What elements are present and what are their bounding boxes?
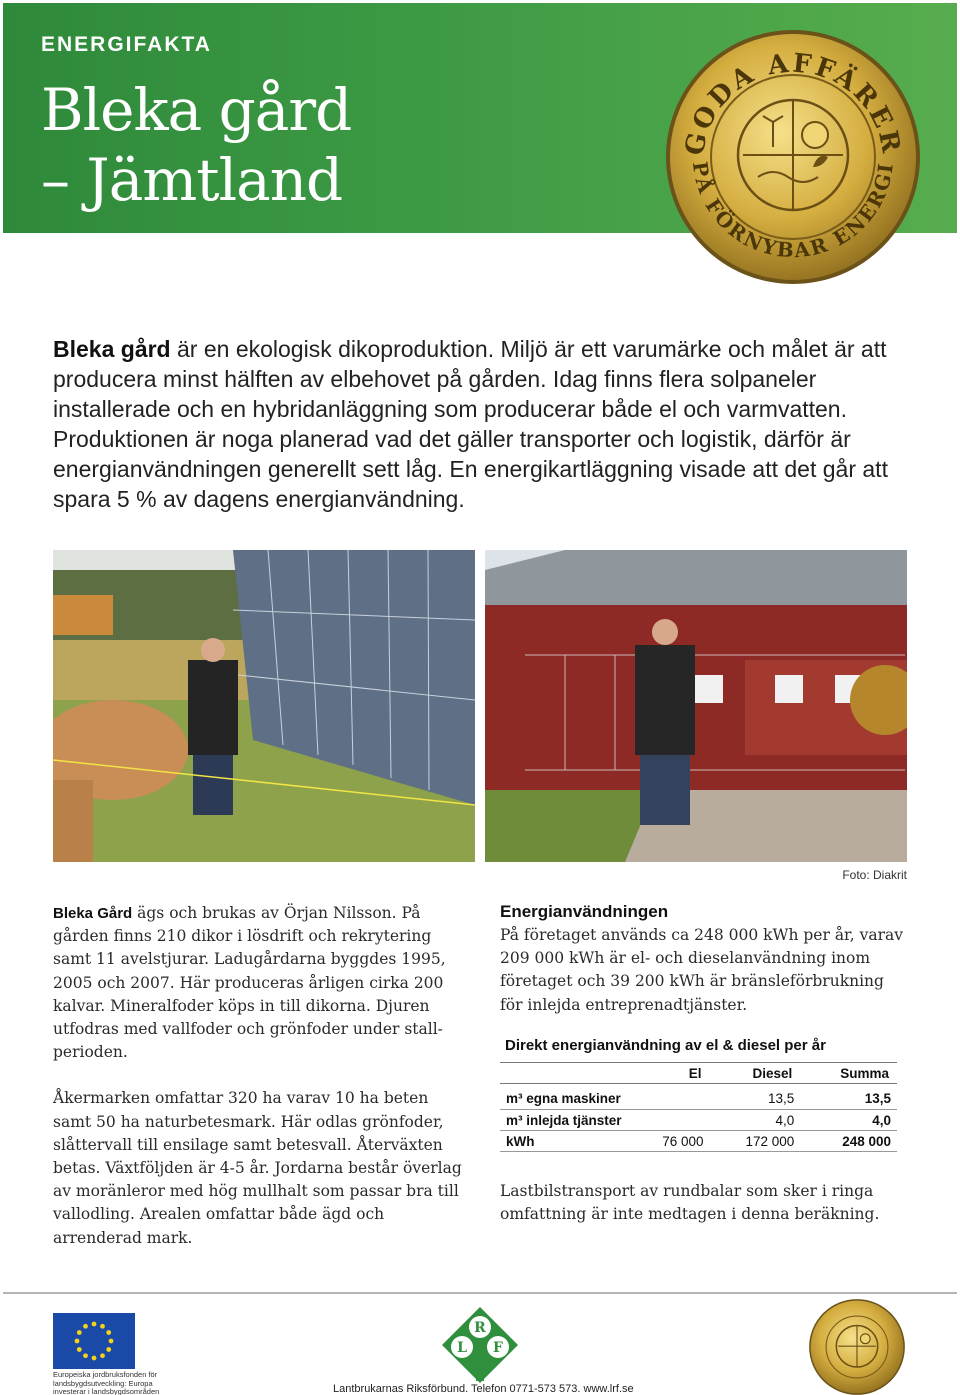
left-column xyxy=(53,902,463,1250)
eu-star-icon xyxy=(83,1353,88,1358)
farm-paragraph xyxy=(53,902,463,1064)
energy-table xyxy=(500,1062,897,1152)
table-row xyxy=(500,1089,897,1110)
badge-top-text: GODA AFFÄRER xyxy=(679,48,907,158)
eu-star-icon xyxy=(106,1347,111,1352)
column-header: Summa xyxy=(800,1063,897,1084)
page-title: Bleka gård xyxy=(41,76,352,144)
eu-star-icon xyxy=(83,1324,88,1329)
footer-divider xyxy=(3,1292,957,1294)
eu-flag-logo xyxy=(53,1313,135,1369)
page-subtitle: – Jämtland xyxy=(41,146,343,214)
table-row xyxy=(500,1110,897,1131)
right-column xyxy=(500,902,910,1017)
column-header: El xyxy=(630,1063,710,1084)
eu-star-icon xyxy=(100,1324,105,1329)
photo-solar-cattle xyxy=(53,550,475,862)
eu-star-icon xyxy=(77,1347,82,1352)
badge-bottom-text: PÅ FÖRNYBAR ENERGI xyxy=(687,159,898,263)
transport-note: Lastbilstransport av rundbalar som sker i ringa omfattning är inte medtagen i denna beräkning. xyxy=(500,1182,880,1224)
intro-text: är en ekologisk dikoproduktion. Miljö är ett varumärke och målet är att producera minst hälften av elbehovet på gården. Idag finns flera solpaneler installerade och en hybridanläggning som producerar både el och varmvatten. Produktionen är noga planerad vad det gäller transporter och logistik, därför är energianvändningen generellt sett låg. En energikartläggning visade att det går att spara 5 % av dagens energianvändning. xyxy=(53,336,888,512)
column-header xyxy=(500,1063,630,1084)
lrf-letter-r: R xyxy=(474,1320,486,1336)
farm-text: ägs och brukas av Örjan Nilsson. På gården finns 210 dikor i lösdrift och rekrytering samt 11 avelstjurar. Ladugårdarna byggdes 1995, 2005 och 2007. Här produceras årligen cirka 200 kalvar. Mineralfoder köps in till dikorna. Djuren utfodras med vallfoder och grönfoder under stallperioden. xyxy=(53,904,446,1062)
intro-paragraph xyxy=(53,334,913,514)
kicker: ENERGIFAKTA xyxy=(41,33,212,56)
land-paragraph: Åkermarken omfattar 320 ha varav 10 ha beten samt 50 ha naturbetesmark. Här odlas grönfoder, slåttervall till ensilage samt betesvall. Återväxten betas. Växtföljden är 4-5 år. Jordarna består överlag av moränleror med hög mullhalt som passar bra till vallodling. Arealen omfattar både ägd och arrenderad mark. xyxy=(53,1089,462,1247)
goda-affarer-badge xyxy=(663,27,923,287)
eu-star-icon xyxy=(100,1353,105,1358)
eu-star-icon xyxy=(75,1339,80,1344)
eu-star-icon xyxy=(77,1330,82,1335)
row-label: kWh xyxy=(500,1131,630,1152)
column-header: Diesel xyxy=(710,1063,801,1084)
energy-heading: Energianvändningen xyxy=(500,902,669,921)
goda-affarer-badge-small xyxy=(808,1298,906,1395)
eu-star-icon xyxy=(92,1356,97,1361)
cell-el xyxy=(630,1089,710,1110)
lrf-logo xyxy=(440,1305,520,1385)
energy-text: På företaget används ca 248 000 kWh per år, varav 209 000 kWh är el- och dieselanvändning inom företaget och 39 200 kWh är bränsleförbrukning för inlejda entreprenadtjänster. xyxy=(500,926,904,1014)
table-caption: Direkt energianvändning av el & diesel per år xyxy=(505,1037,826,1054)
photo-farmer-barn xyxy=(485,550,907,862)
cell-diesel: 172 000 xyxy=(710,1131,801,1152)
cell-diesel: 4,0 xyxy=(710,1110,801,1131)
cell-diesel: 13,5 xyxy=(710,1089,801,1110)
lrf-letter-f: F xyxy=(493,1340,503,1356)
row-label: m³ inlejda tjänster xyxy=(500,1110,630,1131)
farm-lead: Bleka Gård xyxy=(53,905,133,922)
row-label: m³ egna maskiner xyxy=(500,1089,630,1110)
eu-star-icon xyxy=(106,1330,111,1335)
cell-el: 76 000 xyxy=(630,1131,710,1152)
table-header-row xyxy=(500,1063,897,1084)
cell-el xyxy=(630,1110,710,1131)
table-row xyxy=(500,1131,897,1152)
eu-caption: Europeiska jordbruksfonden för landsbygdsutveckling: Europa investerar i landsbygdsområden xyxy=(53,1370,160,1395)
footer-contact: Lantbrukarnas Riksförbund. Telefon 0771-573 573. www.lrf.se xyxy=(333,1383,634,1395)
cell-summa: 4,0 xyxy=(800,1110,897,1131)
cell-summa: 13,5 xyxy=(800,1089,897,1110)
photo-credit: Foto: Diakrit xyxy=(842,868,907,882)
eu-star-icon xyxy=(92,1322,97,1327)
cell-summa: 248 000 xyxy=(800,1131,897,1152)
lrf-letter-l: L xyxy=(457,1340,467,1356)
eu-star-icon xyxy=(109,1339,114,1344)
intro-lead: Bleka gård xyxy=(53,336,171,362)
